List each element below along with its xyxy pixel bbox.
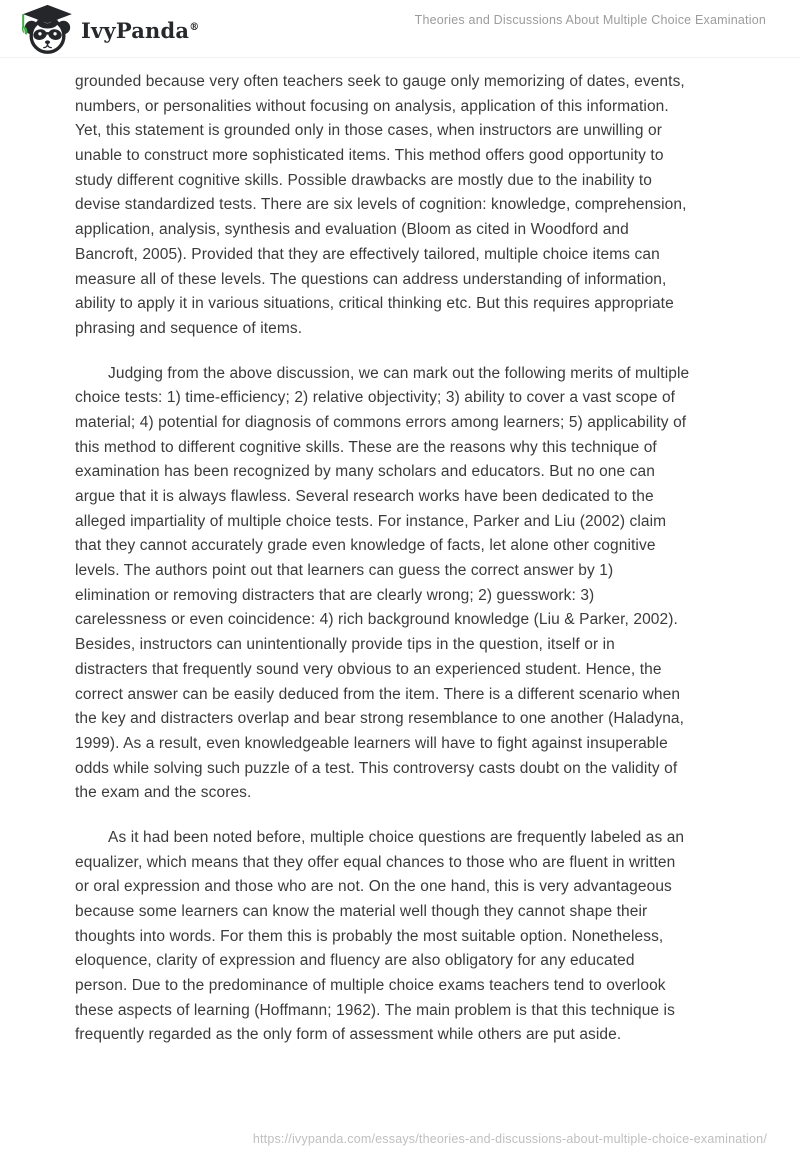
text-line: or oral expression and those who are not. On the one hand, this is very advantageous [75, 878, 672, 896]
essay-body [75, 70, 730, 1048]
text-line: phrasing and sequence of items. [75, 319, 303, 337]
text-line: elimination or removing distracters that are clearly wrong; 2) guesswork: 3) [75, 586, 595, 604]
text-line: these aspects of learning (Hoffmann; 1962). The main problem is that this technique is [75, 1001, 675, 1019]
brand-wordmark: IvyPanda [81, 17, 190, 43]
text-line: frequently regarded as the only form of assessment while others are put aside. [75, 1026, 622, 1044]
paragraph [75, 70, 730, 342]
text-line: odds while solving such puzzle of a test. This controversy casts doubt on the validity of [75, 759, 678, 777]
brand [18, 4, 199, 56]
text-line: measure all of these levels. The questions can address understanding of information, [75, 270, 667, 288]
text-line: alleged impartiality of multiple choice tests. For instance, Parker and Liu (2002) claim [75, 512, 667, 530]
text-line: 1999). As a result, even knowledgeable learners will have to fight against insuperable [75, 734, 668, 752]
text-line: numbers, or personalities without focusing on analysis, application of this information. [75, 97, 669, 115]
text-line: because some learners can know the material well though they cannot shape their [75, 903, 648, 920]
document-title: Theories and Discussions About Multiple Choice Examination [414, 13, 766, 27]
text-line: distracters that frequently sound very obvious to an experienced student. Hence, the [75, 660, 662, 678]
text-line: material; 4) potential for diagnosis of commons errors among learners; 5) applicability of [75, 413, 687, 431]
text-line: this method to different cognitive skills. These are the reasons why this technique of [75, 438, 657, 456]
registered-trademark-symbol: ® [189, 21, 200, 33]
ivypanda-panda-logo-icon [18, 4, 72, 56]
paragraph [75, 826, 730, 1048]
text-line: the key and distracters overlap and bear strong resemblance to one another (Haladyna, [75, 710, 685, 728]
brand-name [81, 17, 200, 43]
text-line: levels. The authors point out that learners can guess the correct answer by 1) [75, 562, 614, 580]
text-line: Besides, instructors can unintentionally provide tips in the question, itself or in [75, 636, 615, 654]
page-header [0, 0, 800, 58]
text-line: thoughts into words. For them this is probably the most suitable option. Nonetheless, [75, 927, 664, 945]
text-line: study different cognitive skills. Possible drawbacks are mostly due to the inability to [75, 171, 653, 189]
text-line: that they cannot accurately grade even knowledge of facts, let alone other cognitive [75, 537, 656, 555]
source-url: https://ivypanda.com/essays/theories-and-discussions-about-multiple-choice-examination/ [252, 1132, 767, 1146]
text-line: the exam and the scores. [75, 784, 252, 802]
text-line: Bancroft, 2005). Provided that they are effectively tailored, multiple choice items can [75, 245, 660, 263]
text-line: carelessness or even coincidence: 4) rich background knowledge (Liu & Parker, 2002). [75, 611, 678, 629]
text-line: ability to apply it in various situations, critical thinking etc. But this requires appropriate [75, 295, 674, 313]
text-line: eloquence, clarity of expression and fluency are also obligatory for any educated [75, 952, 635, 970]
text-line: equalizer, which means that they offer equal chances to those who are fluent in written [75, 853, 676, 871]
text-line: As it had been noted before, multiple choice questions are frequently labeled as an [108, 828, 685, 846]
text-line: argue that it is always flawless. Several research works have been dedicated to the [75, 488, 654, 505]
text-line: choice tests: 1) time-efficiency; 2) relative objectivity; 3) ability to cover a vast scope of [75, 389, 676, 407]
text-line: person. Due to the predominance of multiple choice exams teachers tend to overlook [75, 977, 666, 995]
text-line: examination has been recognized by many scholars and educators. But no one can [75, 463, 655, 481]
text-line: application, analysis, synthesis and evaluation (Bloom as cited in Woodford and [75, 221, 629, 239]
text-line: grounded because very often teachers seek to gauge only memorizing of dates, events, [75, 73, 685, 90]
text-line: Yet, this statement is grounded only in those cases, when instructors are unwilling or [75, 122, 663, 140]
paragraph [75, 362, 730, 806]
text-line: unable to construct more sophisticated items. This method offers good opportunity to [75, 147, 664, 165]
text-line: correct answer can be easily deduced from the item. There is a different scenario when [75, 685, 681, 703]
text-line: devise standardized tests. There are six levels of cognition: knowledge, comprehension, [75, 196, 687, 214]
text-line: Judging from the above discussion, we can mark out the following merits of multiple [108, 364, 690, 382]
